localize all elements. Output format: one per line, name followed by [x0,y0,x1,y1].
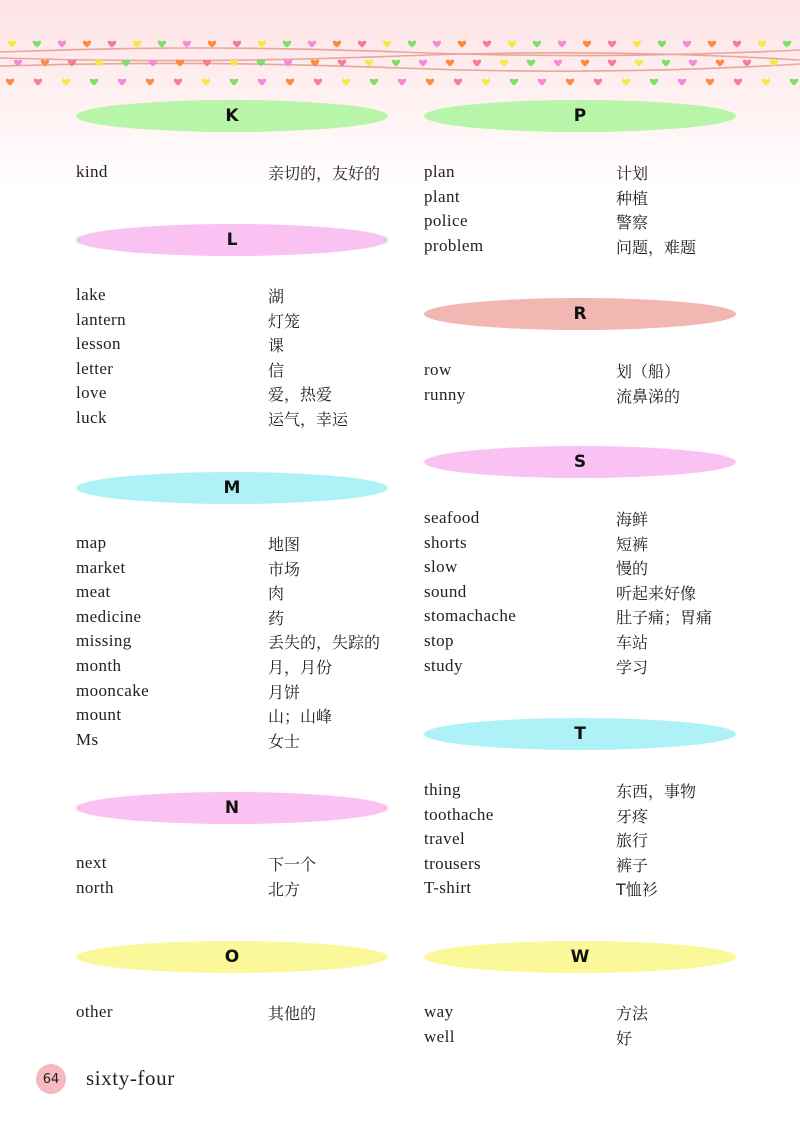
english-word: next [76,853,107,872]
vocab-entry [76,162,416,187]
heart-icon [473,60,481,67]
heart-icon [554,60,562,67]
heart-icon [678,79,686,86]
english-word: well [424,1026,455,1046]
vocab-entry [424,606,764,631]
chinese-meaning: 月饼 [268,682,301,702]
heart-icon [158,41,166,48]
heart-icon [527,60,535,67]
section-letter: L [226,230,238,250]
heart-icon [608,41,616,48]
heart-icon [419,60,427,67]
chinese-meaning: 短裤 [616,534,649,554]
english-word: mount [76,705,122,725]
heart-icon [533,41,541,48]
vocab-entry [424,878,764,903]
heart-icon [383,41,391,48]
english-word: police [424,211,468,231]
chinese-meaning: 爱，热爱 [268,385,333,405]
english-word: travel [424,829,466,849]
heart-icon [658,41,666,48]
heart-icon [62,79,70,86]
heart-icon [790,79,798,86]
heart-icon [734,79,742,86]
english-word: T-shirt [424,878,472,898]
heart-icon [622,79,630,86]
heart-icon [583,41,591,48]
heart-icon [308,41,316,48]
vocab-entry [424,385,764,410]
vocab-entry [76,656,416,681]
heart-icon [510,79,518,86]
english-word: plant [424,186,460,206]
chinese-meaning: 裤子 [616,855,649,875]
heart-icon [34,79,42,86]
section-header-p [424,100,736,132]
vocab-entry [76,359,416,384]
heart-icon [426,79,434,86]
vocab-entry [424,508,764,533]
chinese-meaning: 划（船） [616,362,681,381]
page-number-badge [36,1064,66,1094]
english-word: letter [76,358,114,378]
vocab-entry [76,681,416,706]
heart-icon [758,41,766,48]
english-word: mooncake [76,680,150,700]
section-header-r [424,298,736,330]
chinese-meaning: 山；山峰 [268,707,333,727]
section-header-l [76,224,388,256]
chinese-meaning: 肚子痛；胃痛 [616,608,713,628]
heart-icon [342,79,350,86]
chinese-meaning: 流鼻涕的 [616,386,681,406]
english-word: stomachache [424,606,517,626]
heart-icon [108,41,116,48]
heart-icon [133,41,141,48]
english-word: row [424,360,452,379]
vocab-entry [424,557,764,582]
heart-icon [608,60,616,67]
chinese-meaning: 下一个 [268,855,317,874]
vocab-entry [424,854,764,879]
heart-icon [286,79,294,86]
vocab-entry [424,211,764,236]
english-word: medicine [76,606,142,626]
heart-icon [233,41,241,48]
english-word: map [76,533,107,552]
chinese-meaning: 海鲜 [616,510,649,529]
vocab-entry [424,631,764,656]
chinese-meaning: 药 [268,608,285,628]
chinese-meaning: 女士 [268,731,301,751]
section-letter: T [574,724,586,744]
section-header-k [76,100,388,132]
heart-icon [33,41,41,48]
vocab-entry [424,829,764,854]
english-word: market [76,557,126,577]
chinese-meaning: 牙疼 [616,806,649,826]
chinese-meaning: 计划 [616,164,649,183]
chinese-meaning: 问题，难题 [616,237,697,257]
english-word: missing [76,631,132,651]
section-letter: N [224,798,240,818]
chinese-meaning: 慢的 [616,559,649,579]
heart-icon [230,79,238,86]
chinese-meaning: 运气，幸运 [268,410,349,429]
heart-icon [500,60,508,67]
section-letter: R [573,304,587,324]
english-word: slow [424,557,458,577]
chinese-meaning: 东西，事物 [616,782,697,801]
chinese-meaning: 北方 [268,879,301,899]
english-word: other [76,1002,113,1021]
vocab-entry [76,285,416,310]
vocab-entry [424,582,764,607]
english-word: toothache [424,804,494,824]
english-word: plan [424,162,455,181]
heart-icon [58,41,66,48]
heart-icon [566,79,574,86]
heart-icon [90,79,98,86]
heart-icon [358,41,366,48]
chinese-meaning: 地图 [268,535,301,554]
heart-icon [716,60,724,67]
english-word: kind [76,162,108,181]
heart-icon [683,41,691,48]
english-word: way [424,1002,454,1021]
english-word: runny [424,384,466,404]
vocab-entry [424,187,764,212]
section-letter: P [573,106,587,126]
english-word: Ms [76,729,99,749]
heart-icon [508,41,516,48]
english-word: shorts [424,532,468,552]
vocab-entry [424,780,764,805]
english-word: lake [76,285,106,304]
english-word: thing [424,780,461,799]
heart-icon [283,41,291,48]
heart-icon [733,41,741,48]
heart-icon [208,41,216,48]
heart-icon [118,79,126,86]
chinese-meaning: 湖 [268,287,285,306]
section-letter: S [573,452,587,472]
heart-icon [762,79,770,86]
chinese-meaning: 丢失的，失踪的 [268,633,381,653]
chinese-meaning: 月，月份 [268,658,333,677]
heart-icon [258,79,266,86]
english-word: north [76,877,114,897]
heart-icon [783,41,791,48]
heart-icon [483,41,491,48]
vocab-entry [76,310,416,335]
vocab-entry [424,533,764,558]
chinese-meaning: 学习 [616,657,649,677]
heart-icon [183,41,191,48]
vocab-entry [76,607,416,632]
vocab-entry [76,878,416,903]
heart-icon [258,41,266,48]
section-letter: O [224,947,240,967]
chinese-meaning: 灯笼 [268,311,301,331]
english-word: stop [424,631,454,650]
english-word: lesson [76,334,121,354]
heart-icon [398,79,406,86]
heart-icon [6,79,14,86]
page-number-word: sixty-four [86,1066,175,1090]
heart-icon [662,60,670,67]
page-number: 64 [42,1071,60,1087]
chinese-meaning: 课 [268,336,285,356]
chinese-meaning: 亲切的，友好的 [268,164,381,183]
chinese-meaning: 旅行 [616,831,649,851]
chinese-meaning: 车站 [616,633,649,652]
vocab-entry [76,582,416,607]
heart-icon [581,60,589,67]
heart-icon [202,79,210,86]
heart-icon [365,60,373,67]
heart-icon [454,79,462,86]
heart-icon [538,79,546,86]
heart-icon [594,79,602,86]
heart-icon [633,41,641,48]
english-word: meat [76,582,111,602]
heart-icon [635,60,643,67]
heart-icon [146,79,154,86]
heart-icon [314,79,322,86]
vocab-entry [424,236,764,261]
vocab-entry [76,558,416,583]
english-word: love [76,383,107,403]
chinese-meaning: 种植 [616,188,649,208]
vocab-entry [424,1002,764,1027]
vocab-entry [424,162,764,187]
heart-icon [68,60,76,67]
vocab-entry [424,805,764,830]
english-word: month [76,656,122,675]
vocab-entry [76,631,416,656]
english-word: luck [76,408,107,427]
vocab-entry [76,334,416,359]
chinese-meaning: 肉 [268,584,285,604]
section-header-m [76,472,388,504]
section-header-s [424,446,736,478]
heart-icon [706,79,714,86]
section-header-t [424,718,736,750]
vocab-entry [76,408,416,433]
heart-icon [370,79,378,86]
chinese-meaning: 其他的 [268,1004,317,1023]
section-letter: M [223,478,241,498]
heart-garland-decoration [0,0,800,95]
heart-icon [482,79,490,86]
section-header-n [76,792,388,824]
heart-icon [333,41,341,48]
vocab-entry [76,705,416,730]
vocab-entry [76,730,416,755]
section-header-o [76,941,388,973]
english-word: seafood [424,508,480,527]
english-word: study [424,655,463,675]
chinese-meaning: 信 [268,360,285,380]
heart-icon [408,41,416,48]
heart-icon [392,60,400,67]
heart-icon [174,79,182,86]
vocab-entry [424,656,764,681]
english-word: lantern [76,309,126,329]
english-word: trousers [424,853,482,873]
english-word: sound [424,581,467,601]
heart-icon [689,60,697,67]
vocab-entry [424,1027,764,1052]
heart-icon [708,41,716,48]
heart-icon [558,41,566,48]
section-header-w [424,941,736,973]
heart-icon [650,79,658,86]
section-letter: W [570,947,590,967]
heart-icon [433,41,441,48]
chinese-meaning: 市场 [268,559,301,579]
chinese-meaning: 好 [616,1028,633,1048]
heart-icon [458,41,466,48]
english-word: problem [424,235,484,255]
heart-icon [257,60,265,67]
heart-icon [83,41,91,48]
section-letter: K [225,106,239,126]
chinese-meaning: 方法 [616,1004,649,1023]
vocab-entry [76,853,416,878]
vocab-entry [76,533,416,558]
heart-icon [743,60,751,67]
heart-icon [8,41,16,48]
chinese-meaning: 听起来好像 [616,583,697,603]
chinese-meaning: T恤衫 [616,880,658,900]
chinese-meaning: 警察 [616,213,649,233]
vocab-entry [76,1002,416,1027]
vocab-entry [76,383,416,408]
heart-icon [446,60,454,67]
vocab-entry [424,360,764,385]
